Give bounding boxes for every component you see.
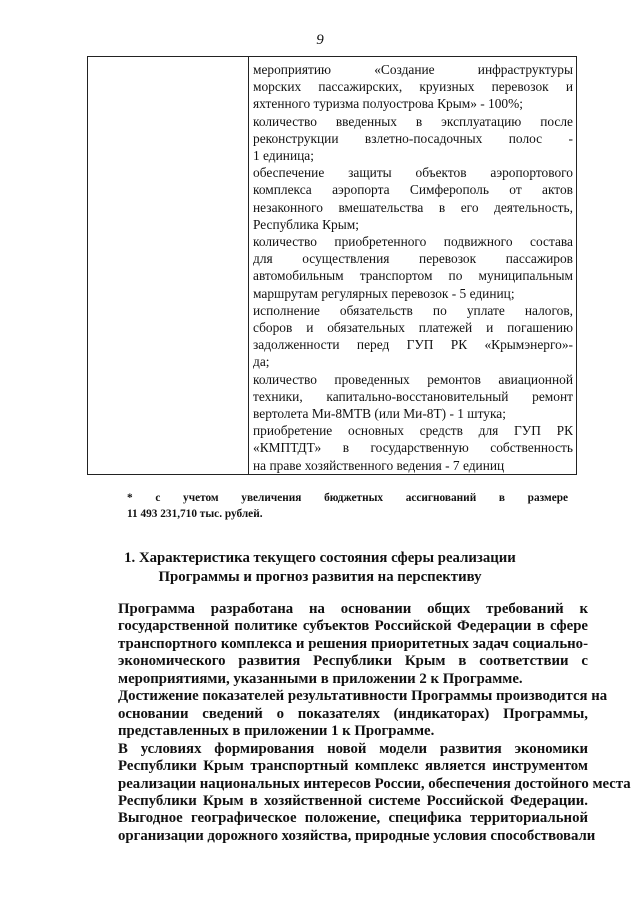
indicator-line: незаконного вмешательства в его деятельность, (253, 199, 573, 215)
page-number: 9 (316, 32, 324, 48)
indicator-line: вертолета Ми-8МТВ (или Ми-8Т) - 1 штука; (253, 406, 506, 422)
indicator-line: яхтенного туризма полуострова Крым» - 100%; (253, 96, 524, 112)
body-line: Выгодное географическое положение, специфика территориальной (118, 810, 588, 827)
body-line: транспортного комплекса и решения приоритетных задач социально- (118, 635, 588, 652)
heading-line-1: 1. Характеристика текущего состояния сферы реализации (124, 550, 516, 566)
section-heading (0, 549, 640, 587)
indicator-line: морских пассажирских, круизных перевозок и (253, 79, 573, 95)
indicator-line: «КМПТДТ» в государственную собственность (253, 440, 573, 456)
body-line: экономического развития Республики Крым в соответствии с (118, 653, 588, 670)
indicator-line: мероприятию «Создание инфраструктуры (253, 62, 573, 77)
footnote-line-1: * с учетом увеличения бюджетных ассигнований в размере (127, 492, 568, 504)
indicator-line: количество проведенных ремонтов авиационной (253, 371, 573, 387)
body-line: Программа разработана на основании общих требований к (118, 601, 588, 617)
body-line: представленных в приложении 1 к Программе. (118, 723, 435, 740)
indicator-line: 1 единица; (253, 148, 314, 164)
budget-footnote (127, 490, 568, 522)
body-line: Республики Крым транспортный комплекс является инструментом (118, 758, 588, 775)
section-body (118, 601, 631, 845)
indicator-line: комплекса аэропорта Симферополь от актов (253, 182, 573, 198)
indicator-line: техники, капитально-восстановительный ремонт (253, 388, 573, 404)
indicator-line: исполнение обязательств по уплате налогов, (253, 302, 573, 318)
indicator-line: маршрутам регулярных перевозок - 5 единиц; (253, 285, 515, 301)
results-table (87, 56, 577, 475)
indicators-list (249, 57, 576, 474)
indicator-line: количество приобретенного подвижного состава (253, 234, 573, 250)
indicator-line: да; (253, 354, 270, 370)
indicator-line: количество введенных в эксплуатацию после (253, 113, 573, 129)
footnote-line-2: 11 493 231,710 тыс. рублей. (127, 508, 263, 520)
body-line: основании сведений о показателях (индикаторах) Программы, (118, 705, 588, 722)
indicator-line: приобретение основных средств для ГУП РК (253, 423, 573, 439)
indicator-line: обеспечение защиты объектов аэропортового (253, 165, 573, 181)
indicator-line: для осуществления перевозок пассажиров (253, 251, 573, 267)
body-line: организации дорожного хозяйства, природные условия способствовали (118, 827, 596, 844)
body-line: реализации национальных интересов России, обеспечения достойного места (118, 775, 631, 792)
table-row (88, 57, 577, 475)
body-line: мероприятиями, указанными в приложении 2 к Программе. (118, 670, 523, 687)
table-left-cell (88, 57, 249, 475)
indicator-line: сборов и обязательных платежей и погашению (253, 320, 573, 336)
indicator-line: задолженности перед ГУП РК «Крымэнерго»- (253, 337, 573, 353)
indicator-line: Республика Крым; (253, 216, 359, 232)
indicator-line: реконструкции взлетно-посадочных полос - (253, 130, 573, 146)
body-line: Республики Крым в хозяйственной системе Российской Федерации. (118, 792, 588, 809)
heading-line-2: Программы и прогноз развития на перспективу (158, 569, 482, 585)
body-line: Достижение показателей результативности Программы производится на (118, 688, 608, 705)
table-right-cell (249, 57, 577, 475)
body-line: государственной политике субъектов Российской Федерации в сфере (118, 618, 588, 635)
body-line: В условиях формирования новой модели развития экономики (118, 740, 588, 757)
indicator-line: автомобильным транспортом по муниципальным (253, 268, 573, 284)
indicator-line: на праве хозяйственного ведения - 7 единиц (253, 457, 505, 473)
